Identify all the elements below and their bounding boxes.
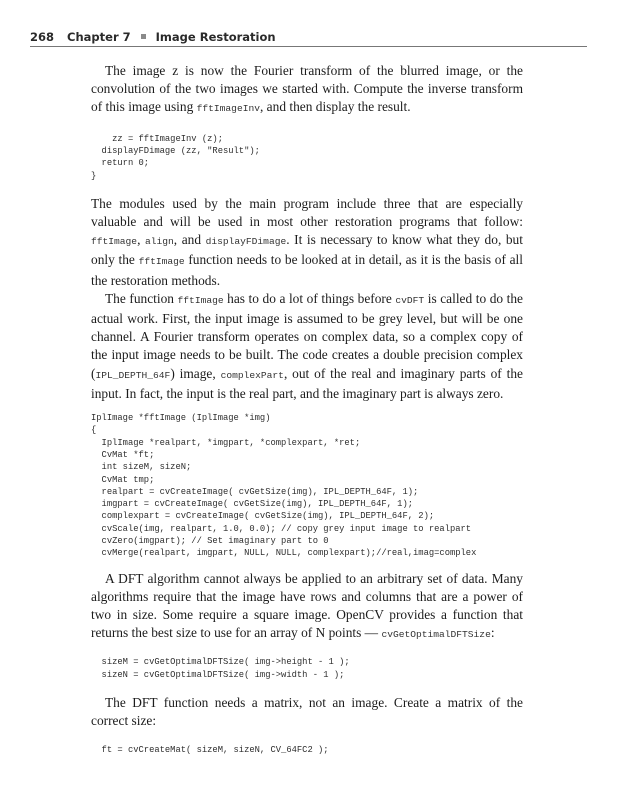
code-block-3 [91,656,523,681]
code-line: zz = fftImageInv (z); [91,133,223,144]
inline-code: fftImage [138,256,185,268]
inline-code: cvDFT [395,294,425,306]
code-line: sizeN = cvGetOptimalDFTSize( img->width - 1 ); [91,669,345,680]
paragraph-text: , out of the real and imaginary parts of the input. In fact, the input is the real part, and the imaginary part is always zero. [91,365,523,401]
paragraph-text: A DFT algorithm cannot always be applied to an arbitrary set of data. Many algorithms require that the image have rows and columns that are a power of two in size. Some require a square image. OpenCV provides a function that returns the best size to use for an array of N points — [91,570,523,641]
code-line: IplImage *realpart, *imgpart, *complexpart, *ret; [91,437,361,448]
paragraph-text: is called to do the actual work. First, the input image is assumed to be grey level, but will be one channel. A Fourier transform operates on complex data, so a complex copy of the input image needs to be built. The code creates a double precision complex ( [91,290,523,381]
code-line: displayFDimage (zz, "Result"); [91,145,260,156]
inline-code: cvGetOptimalDFTSize [381,629,491,641]
code-block-4 [91,744,523,756]
code-line: cvMerge(realpart, imgpart, NULL, NULL, complexpart);//real,imag=complex [91,548,477,559]
code-line: imgpart = cvCreateImage( cvGetSize(img), IPL_DEPTH_64F, 1); [91,499,414,510]
code-block-2 [91,412,523,560]
paragraph-text: . It is necessary to know what they do, but only the [91,232,523,268]
page-number: 268 [30,30,55,44]
header-separator-icon [141,34,146,39]
inline-code: complexPart [220,369,284,381]
code-line: int sizeM, sizeN; [91,462,192,473]
inline-code: displayFDimage [205,236,287,248]
code-line: CvMat tmp; [91,474,155,485]
code-line: sizeM = cvGetOptimalDFTSize( img->height - 1 ); [91,657,350,668]
header-rule [30,46,587,47]
code-line: complexpart = cvCreateImage( cvGetSize(img), IPL_DEPTH_64F, 2); [91,511,435,522]
paragraph-text: : [490,625,495,641]
paragraph-text: The function [105,290,178,306]
code-block-1 [91,133,523,182]
paragraph-text: function needs to be looked at in detail, as it is the basis of all the restoration methods. [91,252,523,288]
paragraph-text: , [137,232,145,248]
paragraph-text: has to do a lot of things before [223,290,396,306]
paragraph-text: , and then display the result. [259,99,411,115]
code-line: IplImage *fftImage (IplImage *img) [91,413,271,424]
code-line: } [91,170,97,181]
page-body [91,62,523,757]
code-line: cvScale(img, realpart, 1.0, 0.0); // copy grey input image to realpart [91,523,472,534]
code-line: cvZero(imgpart); // Set imaginary part to 0 [91,536,329,546]
chapter-label: Chapter 7 [67,30,131,44]
inline-code: fftImage [91,236,138,248]
code-line: CvMat *ft; [91,449,155,460]
chapter-title: Image Restoration [155,30,276,44]
paragraph-text: , and [173,232,206,248]
paragraph-4 [91,570,523,645]
paragraph-5 [91,694,523,730]
paragraph-2 [91,195,523,290]
paragraph-text: The modules used by the main program include three that are especially valuable and will be used in most other restoration programs that follow: [91,195,523,229]
paragraph-text: ) image, [170,365,221,381]
code-line: realpart = cvCreateImage( cvGetSize(img), IPL_DEPTH_64F, 1); [91,486,419,497]
code-line: return 0; [91,158,150,169]
inline-code: fftImageInv [196,103,260,115]
code-line: { [91,425,97,436]
paragraph-text: The image z is now the Fourier transform of the blurred image, or the convolution of the two images we started with. Compute the inverse transform of this image using [91,63,523,115]
inline-code: fftImage [177,294,224,306]
inline-code: align [144,236,174,248]
inline-code: IPL_DEPTH_64F [95,369,171,381]
paragraph-3 [91,290,523,403]
paragraph-1 [91,62,523,119]
code-line: ft = cvCreateMat( sizeM, sizeN, CV_64FC2 ); [91,745,329,756]
paragraph-text: The DFT function needs a matrix, not an image. Create a matrix of the correct size: [91,695,523,729]
running-header [30,30,588,46]
